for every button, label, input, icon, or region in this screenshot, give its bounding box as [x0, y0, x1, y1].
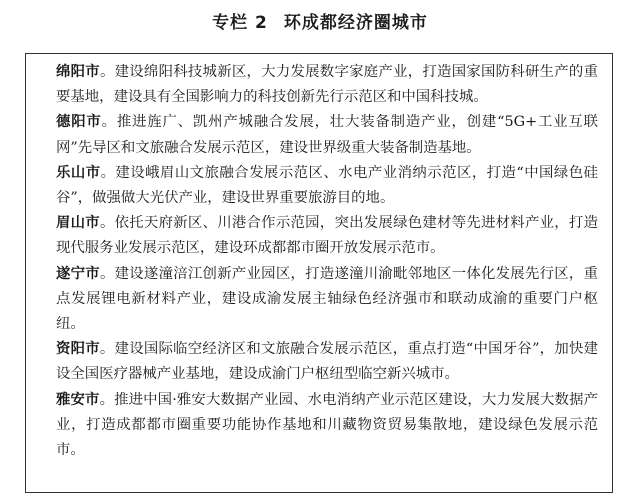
column-title: 环成都经济圈城市 — [283, 13, 428, 33]
entry-text: 。推进中国·雅安大数据产业园、水电消纳产业示范区建设，大力发展大数据产业，打造成都都市圈重要功能协作基地和川藏物资贸易集散地，建设绿色发展示范市。 — [56, 391, 598, 459]
entry-suining — [56, 262, 598, 338]
city-name: 雅安市 — [56, 391, 100, 408]
entry-ziyang — [56, 337, 598, 387]
entry-mianyang — [56, 60, 598, 110]
entry-text: 。依托天府新区、川港合作示范园，突出发展绿色建材等先进材料产业，打造现代服务业发展示范区，建设环成都都市圈开放发展示范市。 — [56, 215, 598, 257]
city-name: 绵阳市 — [56, 64, 100, 80]
city-name: 遂宁市 — [56, 265, 100, 282]
content-box — [25, 53, 613, 493]
city-name: 德阳市 — [56, 114, 102, 131]
page-title — [0, 8, 640, 33]
entry-leshan — [56, 161, 598, 211]
entry-text: 。推进旌广、凯州产城融合发展，壮大装备制造产业，创建“5G+工业互联网”先导区和文旅融合发展示范区，建设世界级重大装备制造基地。 — [56, 114, 598, 156]
entry-deyang — [56, 110, 598, 160]
entry-text: 。建设国际临空经济区和文旅融合发展示范区，重点打造“中国牙谷”，加快建设全国医疗器械产业基地，建设成渝门户枢纽型临空新兴城市。 — [56, 341, 598, 383]
column-label: 专栏 2 — [212, 13, 268, 33]
entry-meishan — [56, 211, 598, 261]
entry-text: 。建设峨眉山文旅融合发展示范区、水电产业消纳示范区，打造“中国绿色硅谷”，做强做大光伏产业，建设世界重要旅游目的地。 — [56, 164, 598, 207]
city-name: 乐山市 — [56, 164, 101, 181]
city-name: 资阳市 — [56, 341, 100, 358]
entry-text: 。建设遂潼涪江创新产业园区，打造遂潼川渝毗邻地区一体化发展先行区，重点发展锂电新材料产业，建设成渝发展主轴绿色经济强市和联动成渝的重要门户枢纽。 — [56, 265, 598, 333]
city-name: 眉山市 — [56, 215, 100, 232]
entry-yaan — [56, 388, 598, 464]
entry-text: 。建设绵阳科技城新区，大力发展数字家庭产业，打造国家国防科研生产的重要基地，建设具有全国影响力的科技创新先行示范区和中国科技城。 — [56, 64, 598, 106]
